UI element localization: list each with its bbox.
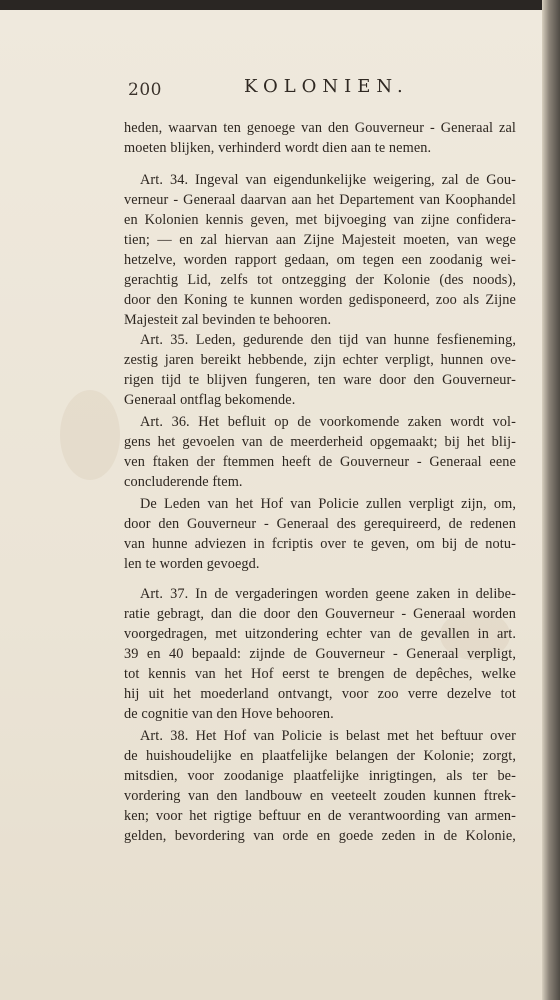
- paragraph-art-34: [124, 170, 516, 330]
- text-line: 39 en 40 bepaald: zijnde de Gouverneur - Generaal verpligt,: [124, 646, 516, 662]
- text-line: ven ftaken der ftemmen heeft de Gouverneur - Generaal eene: [124, 454, 516, 470]
- text-line: Art. 35. Leden, gedurende den tijd van hunne fesfieneming,: [140, 332, 516, 348]
- text-line: mitsdien, voor zoodanige plaatfelijke inrigtingen, als ter be-: [124, 768, 516, 784]
- text-line: Art. 36. Het befluit op de voorkomende zaken wordt vol-: [140, 414, 516, 430]
- paragraph-art-36: [124, 412, 516, 492]
- text-line: Art. 34. Ingeval van eigendunkelijke weigering, zal de Gou-: [140, 172, 516, 188]
- text-line: rigen tijd te blijven fungeren, ten ware door den Gouverneur-: [124, 372, 516, 388]
- text-line: door den Koning te kunnen worden gedisponeerd, zoo als Zijne: [124, 292, 516, 308]
- paragraph-art-36-continued: [124, 494, 516, 574]
- paragraph-art-37: [124, 584, 516, 724]
- scan-border-top: [0, 0, 560, 10]
- text-line: gelden, bevordering van orde en goede zeden in de Kolonie,: [124, 828, 516, 844]
- text-line: zestig jaren bereikt hebbende, zijn echter verpligt, hunnen ove-: [124, 352, 516, 368]
- paragraph-art-38: [124, 726, 516, 846]
- text-line: gens het gevoelen van de meerderheid opgemaakt; bij het blij-: [124, 434, 516, 450]
- text-line: door den Gouverneur - Generaal des gerequireerd, de redenen: [124, 516, 516, 532]
- text-line: hetzelve, worden rapport gedaan, om tegen een zoodanig wei-: [124, 252, 516, 268]
- scan-border-right: [542, 0, 560, 1000]
- text-line: de huishoudelijke en plaatfelijke belangen der Kolonie; zorgt,: [124, 748, 516, 764]
- page-number: 200: [128, 80, 162, 100]
- text-line: tot kennis van het Hof eerst te brengen de depêches, welke: [124, 666, 516, 682]
- text-line: len te worden gevoegd.: [124, 556, 260, 572]
- text-line: tien; — en zal hiervan aan Zijne Majesteit moeten, van wege: [124, 232, 516, 248]
- text-line: en Kolonien kennis geven, met bijvoeging van zijne confidera-: [124, 212, 516, 228]
- text-line: heden, waarvan ten genoege van den Gouverneur - Generaal zal: [124, 120, 516, 136]
- text-line: voorgedragen, met uitzondering echter van de gevallen in art.: [124, 626, 516, 642]
- text-line: ken; voor het rigtige beftuur en de verantwoording van armen-: [124, 808, 516, 824]
- text-line: verneur - Generaal daarvan aan het Departement van Koophandel: [124, 192, 516, 208]
- text-line: Art. 38. Het Hof van Policie is belast met het beftuur over: [140, 728, 516, 744]
- paragraph-art-35: [124, 330, 516, 410]
- text-line: hij uit het moederland ontvangt, voor zoo verre dezelve tot: [124, 686, 516, 702]
- text-line: Art. 37. In de vergaderingen worden geene zaken in delibe-: [140, 586, 516, 602]
- text-line: moeten blijken, verhinderd wordt dien aan te nemen.: [124, 140, 432, 156]
- text-line: de cognitie van den Hove behooren.: [124, 706, 334, 722]
- text-line: vordering van den landbouw en veeteelt zouden kunnen ftrek-: [124, 788, 516, 804]
- paragraph-continuation: [124, 118, 516, 158]
- text-line: concluderende ftem.: [124, 474, 243, 490]
- running-title: KOLONIEN.: [244, 76, 409, 97]
- text-line: Generaal ontflag bekomende.: [124, 392, 296, 408]
- page-header: [128, 76, 409, 104]
- text-line: gerachtig Lid, zelfs tot ontzegging der Kolonie (des noods),: [124, 272, 516, 288]
- paper-stain: [60, 390, 120, 480]
- text-line: van hunne adviezen in fcriptis over te geven, om bij de notu-: [124, 536, 516, 552]
- text-line: De Leden van het Hof van Policie zullen verpligt zijn, om,: [140, 496, 516, 512]
- text-line: Majesteit zal bevinden te behooren.: [124, 312, 332, 328]
- text-line: ratie gebragt, dan die door den Gouverneur - Generaal worden: [124, 606, 516, 622]
